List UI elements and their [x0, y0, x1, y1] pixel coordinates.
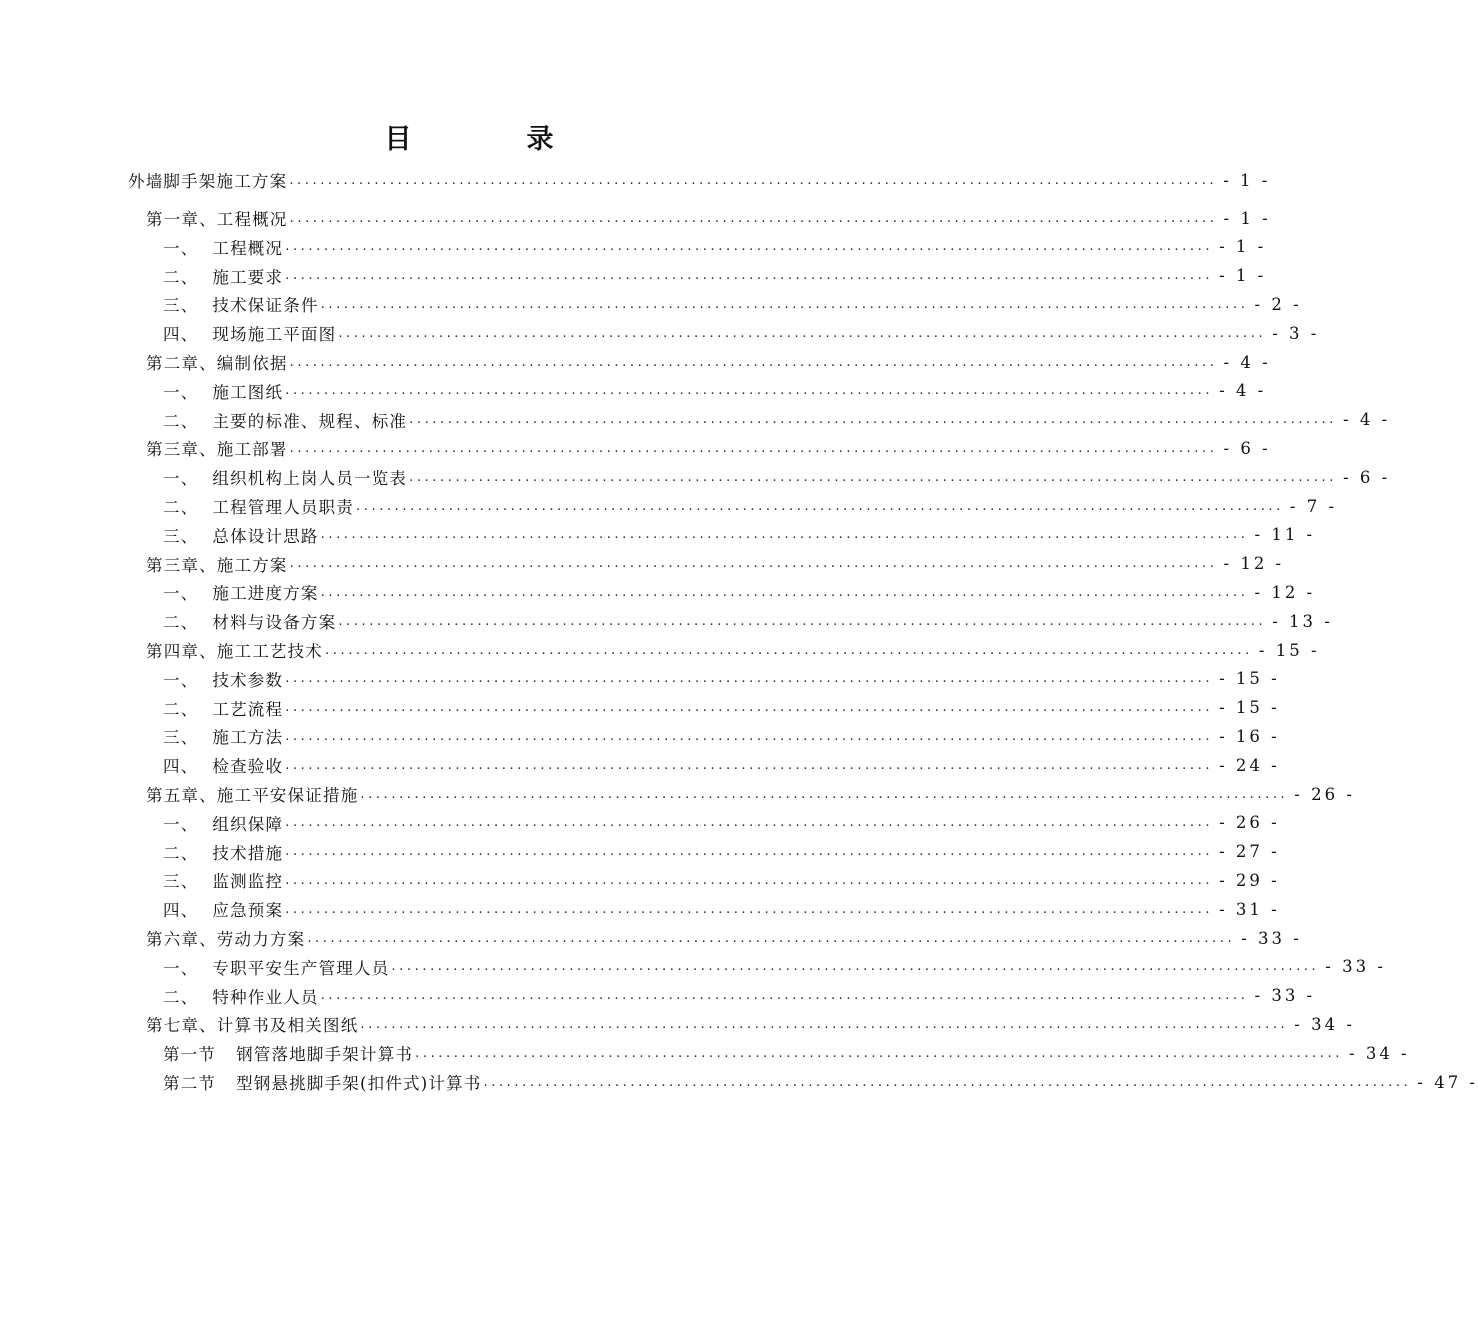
toc-entry-page: - 11 -	[1254, 525, 1316, 545]
toc-entry[interactable]	[146, 924, 1302, 952]
toc-entry-title: 第四章、施工工艺技术	[146, 642, 323, 661]
toc-leader-dots: ........................................................................................................................	[320, 584, 1249, 600]
toc-leader-dots: ........................................................................................................................	[285, 268, 1214, 284]
toc-entry-number: 一、	[163, 382, 199, 402]
toc-entry[interactable]	[163, 521, 1316, 549]
toc-entry[interactable]	[163, 1068, 1478, 1096]
toc-entry-title: 技术参数	[212, 670, 284, 690]
toc-leader-dots: ........................................................................................................................	[409, 412, 1337, 428]
toc-leader-dots: ........................................................................................................................	[285, 383, 1214, 399]
toc-entry-page: - 34 -	[1349, 1043, 1410, 1063]
toc-entry-title: 总体设计思路	[212, 526, 319, 546]
toc-entry-title: 第一章、工程概况	[146, 210, 288, 229]
toc-entry[interactable]	[163, 377, 1267, 405]
toc-leader-dots: ........................................................................................................................	[360, 786, 1289, 802]
toc-entry-page: - 33 -	[1254, 986, 1316, 1006]
toc-entry-page: - 1 -	[1219, 266, 1267, 286]
toc-leader-dots: ........................................................................................................................	[289, 210, 1218, 226]
toc-entry-number: 二、	[163, 699, 199, 719]
toc-entry-title: 第六章、劳动力方案	[146, 930, 306, 949]
toc-entry[interactable]	[163, 751, 1280, 779]
toc-entry-page: - 34 -	[1294, 1014, 1355, 1034]
toc-leader-dots: ........................................................................................................................	[285, 844, 1214, 860]
toc-entry-page: - 47 -	[1417, 1072, 1478, 1092]
toc-entry-number: 一、	[163, 469, 199, 489]
toc-entry-page: - 1 -	[1219, 237, 1267, 257]
toc-entry-number: 三、	[163, 296, 199, 316]
toc-entry-number: 一、	[163, 584, 199, 604]
toc-leader-dots: ........................................................................................................................	[320, 527, 1249, 543]
toc-leader-dots: ........................................................................................................................	[285, 728, 1214, 744]
toc-entry[interactable]	[163, 694, 1280, 722]
toc-entry-page: - 16 -	[1219, 726, 1280, 746]
toc-leader-dots: ........................................................................................................................	[289, 172, 1218, 188]
toc-entry-page: - 1 -	[1223, 208, 1271, 228]
toc-entry-page: - 12 -	[1254, 582, 1316, 602]
toc-entry-number: 二、	[163, 498, 199, 517]
toc-entry-number: 四、	[163, 757, 199, 777]
toc-entry-title: 施工图纸	[212, 382, 284, 402]
toc-leader-dots: ........................................................................................................................	[289, 354, 1218, 370]
toc-entry[interactable]	[163, 578, 1316, 606]
toc-entry-number: 一、	[163, 670, 199, 690]
toc-entry-page: - 3 -	[1272, 323, 1320, 343]
toc-leader-dots: ........................................................................................................................	[338, 613, 1267, 629]
toc-entry-page: - 4 -	[1343, 410, 1391, 430]
toc-entry-page: - 26 -	[1219, 813, 1280, 833]
toc-entry[interactable]	[163, 406, 1391, 434]
toc-entry[interactable]	[163, 809, 1280, 837]
toc-entry[interactable]	[128, 166, 1271, 194]
toc-entry-title: 第七章、计算书及相关图纸	[146, 1016, 359, 1036]
toc-entry[interactable]	[146, 780, 1355, 808]
toc-entry-number: 四、	[163, 325, 199, 345]
toc-leader-dots: ........................................................................................................................	[483, 1074, 1412, 1090]
toc-entry-title: 第三章、施工方案	[146, 555, 288, 575]
toc-entry-number: 一、	[163, 814, 199, 834]
toc-entry-title: 监测监控	[212, 872, 284, 892]
toc-entry-title: 外墙脚手架施工方案	[128, 172, 288, 191]
toc-entry-number: 三、	[163, 728, 199, 748]
toc-entry-title: 型钢悬挑脚手架(扣件式)计算书	[236, 1074, 482, 1093]
toc-entry[interactable]	[163, 722, 1280, 750]
toc-entry[interactable]	[163, 262, 1267, 290]
toc-leader-dots: ........................................................................................................................	[409, 469, 1337, 485]
toc-entry[interactable]	[163, 319, 1320, 347]
toc-entry-number: 第二节	[163, 1074, 217, 1093]
toc-entry-page: - 6 -	[1343, 467, 1391, 487]
toc-entry-number: 三、	[163, 872, 199, 892]
toc-entry[interactable]	[163, 953, 1386, 981]
toc-entry-page: - 4 -	[1219, 381, 1267, 401]
toc-entry[interactable]	[146, 434, 1271, 462]
toc-entry-number: 四、	[163, 901, 199, 921]
toc-entry[interactable]	[163, 290, 1302, 318]
toc-entry-page: - 1 -	[1223, 170, 1271, 190]
toc-leader-dots: ........................................................................................................................	[285, 757, 1214, 773]
toc-entry-title: 第三章、施工部署	[146, 440, 288, 460]
toc-leader-dots: ........................................................................................................................	[338, 325, 1267, 341]
toc-leader-dots: ........................................................................................................................	[285, 872, 1214, 888]
toc-entry[interactable]	[163, 492, 1338, 520]
toc-leader-dots: ........................................................................................................................	[320, 296, 1249, 312]
toc-entry-page: - 2 -	[1254, 294, 1302, 314]
toc-entry[interactable]	[146, 348, 1271, 376]
toc-leader-dots: ........................................................................................................................	[307, 930, 1236, 946]
toc-entry-page: - 6 -	[1223, 438, 1271, 458]
toc-entry-title: 检查验收	[212, 757, 284, 777]
toc-entry-number: 一、	[163, 958, 199, 978]
toc-leader-dots: ........................................................................................................................	[285, 671, 1214, 687]
toc-entry-number: 二、	[163, 613, 199, 633]
toc-entry-title: 施工方法	[212, 728, 284, 748]
toc-leader-dots: ........................................................................................................................	[285, 700, 1214, 716]
toc-entry-title: 工程管理人员职责	[212, 498, 355, 517]
toc-entry-page: - 13 -	[1272, 611, 1333, 631]
toc-entry-page: - 31 -	[1219, 899, 1280, 919]
toc-leader-dots: ........................................................................................................................	[320, 988, 1249, 1004]
toc-entry[interactable]	[146, 636, 1320, 664]
toc-leader-dots: ........................................................................................................................	[325, 642, 1253, 658]
toc-entry-title: 组织保障	[212, 814, 284, 834]
toc-entry-title: 施工要求	[212, 267, 284, 287]
toc-leader-dots: ........................................................................................................................	[356, 498, 1284, 514]
toc-entry[interactable]	[146, 204, 1271, 232]
toc-entry-title: 组织机构上岗人员一览表	[212, 469, 408, 489]
toc-entry-title: 材料与设备方案	[212, 613, 337, 633]
toc-entry-title: 应急预案	[212, 901, 284, 921]
toc-entry[interactable]	[163, 982, 1316, 1010]
toc-entry-title: 第二章、编制依据	[146, 354, 288, 373]
toc-entry-number: 第一节	[163, 1045, 217, 1065]
toc-entry-number: 二、	[163, 411, 199, 431]
toc-entry-page: - 27 -	[1219, 842, 1280, 862]
toc-entry-title: 现场施工平面图	[212, 325, 337, 345]
toc-entry-number: 二、	[163, 843, 199, 863]
toc-entry-title: 专职平安生产管理人员	[212, 958, 390, 978]
toc-leader-dots: ........................................................................................................................	[289, 440, 1218, 456]
toc-entry[interactable]	[163, 895, 1280, 923]
toc-leader-dots: ........................................................................................................................	[360, 1016, 1289, 1032]
toc-entry[interactable]	[163, 665, 1280, 693]
toc-leader-dots: ........................................................................................................................	[285, 901, 1214, 917]
toc-entry-page: - 24 -	[1219, 755, 1280, 775]
toc-entry-page: - 7 -	[1289, 496, 1338, 516]
toc-entry-page: - 4 -	[1223, 352, 1271, 372]
toc-entry-title: 工程概况	[212, 238, 284, 258]
toc-entry-title: 技术措施	[212, 843, 284, 863]
toc-entry[interactable]	[163, 1039, 1410, 1067]
toc-entry[interactable]	[146, 550, 1285, 578]
toc-entry-number: 一、	[163, 238, 199, 258]
toc-entry-title: 第五章、施工平安保证措施	[146, 786, 359, 805]
toc-entry-title: 特种作业人员	[212, 987, 319, 1007]
toc-entry[interactable]	[163, 838, 1280, 866]
toc-entry-title: 技术保证条件	[212, 296, 319, 316]
toc-leader-dots: ........................................................................................................................	[289, 556, 1218, 572]
toc-entry-page: - 15 -	[1219, 669, 1280, 689]
toc-entry[interactable]	[163, 607, 1333, 635]
toc-entry-page: - 33 -	[1325, 957, 1386, 977]
page-title: 目 录	[384, 124, 598, 155]
toc-entry-number: 二、	[163, 267, 199, 287]
toc-entry-number: 二、	[163, 987, 199, 1007]
toc-leader-dots: ........................................................................................................................	[285, 815, 1214, 831]
toc-entry-page: - 15 -	[1219, 698, 1280, 718]
toc-entry-title: 钢管落地脚手架计算书	[236, 1045, 414, 1065]
toc-entry-page: - 26 -	[1294, 784, 1355, 804]
toc-entry-page: - 12 -	[1223, 554, 1285, 574]
toc-entry[interactable]	[163, 866, 1280, 894]
toc-leader-dots: ........................................................................................................................	[391, 959, 1320, 975]
toc-entry[interactable]	[146, 1010, 1355, 1038]
toc-entry-title: 主要的标准、规程、标准	[212, 411, 408, 431]
toc-entry[interactable]	[163, 463, 1391, 491]
toc-entry-page: - 15 -	[1258, 640, 1320, 660]
toc-entry-number: 三、	[163, 526, 199, 546]
toc-entry-page: - 33 -	[1241, 928, 1302, 948]
toc-entry-title: 施工进度方案	[212, 584, 319, 604]
toc-leader-dots: ........................................................................................................................	[285, 239, 1214, 255]
toc-entry-page: - 29 -	[1219, 870, 1280, 890]
toc-entry-title: 工艺流程	[212, 699, 284, 719]
toc-entry[interactable]	[163, 233, 1267, 261]
toc-leader-dots: ........................................................................................................................	[415, 1045, 1343, 1061]
